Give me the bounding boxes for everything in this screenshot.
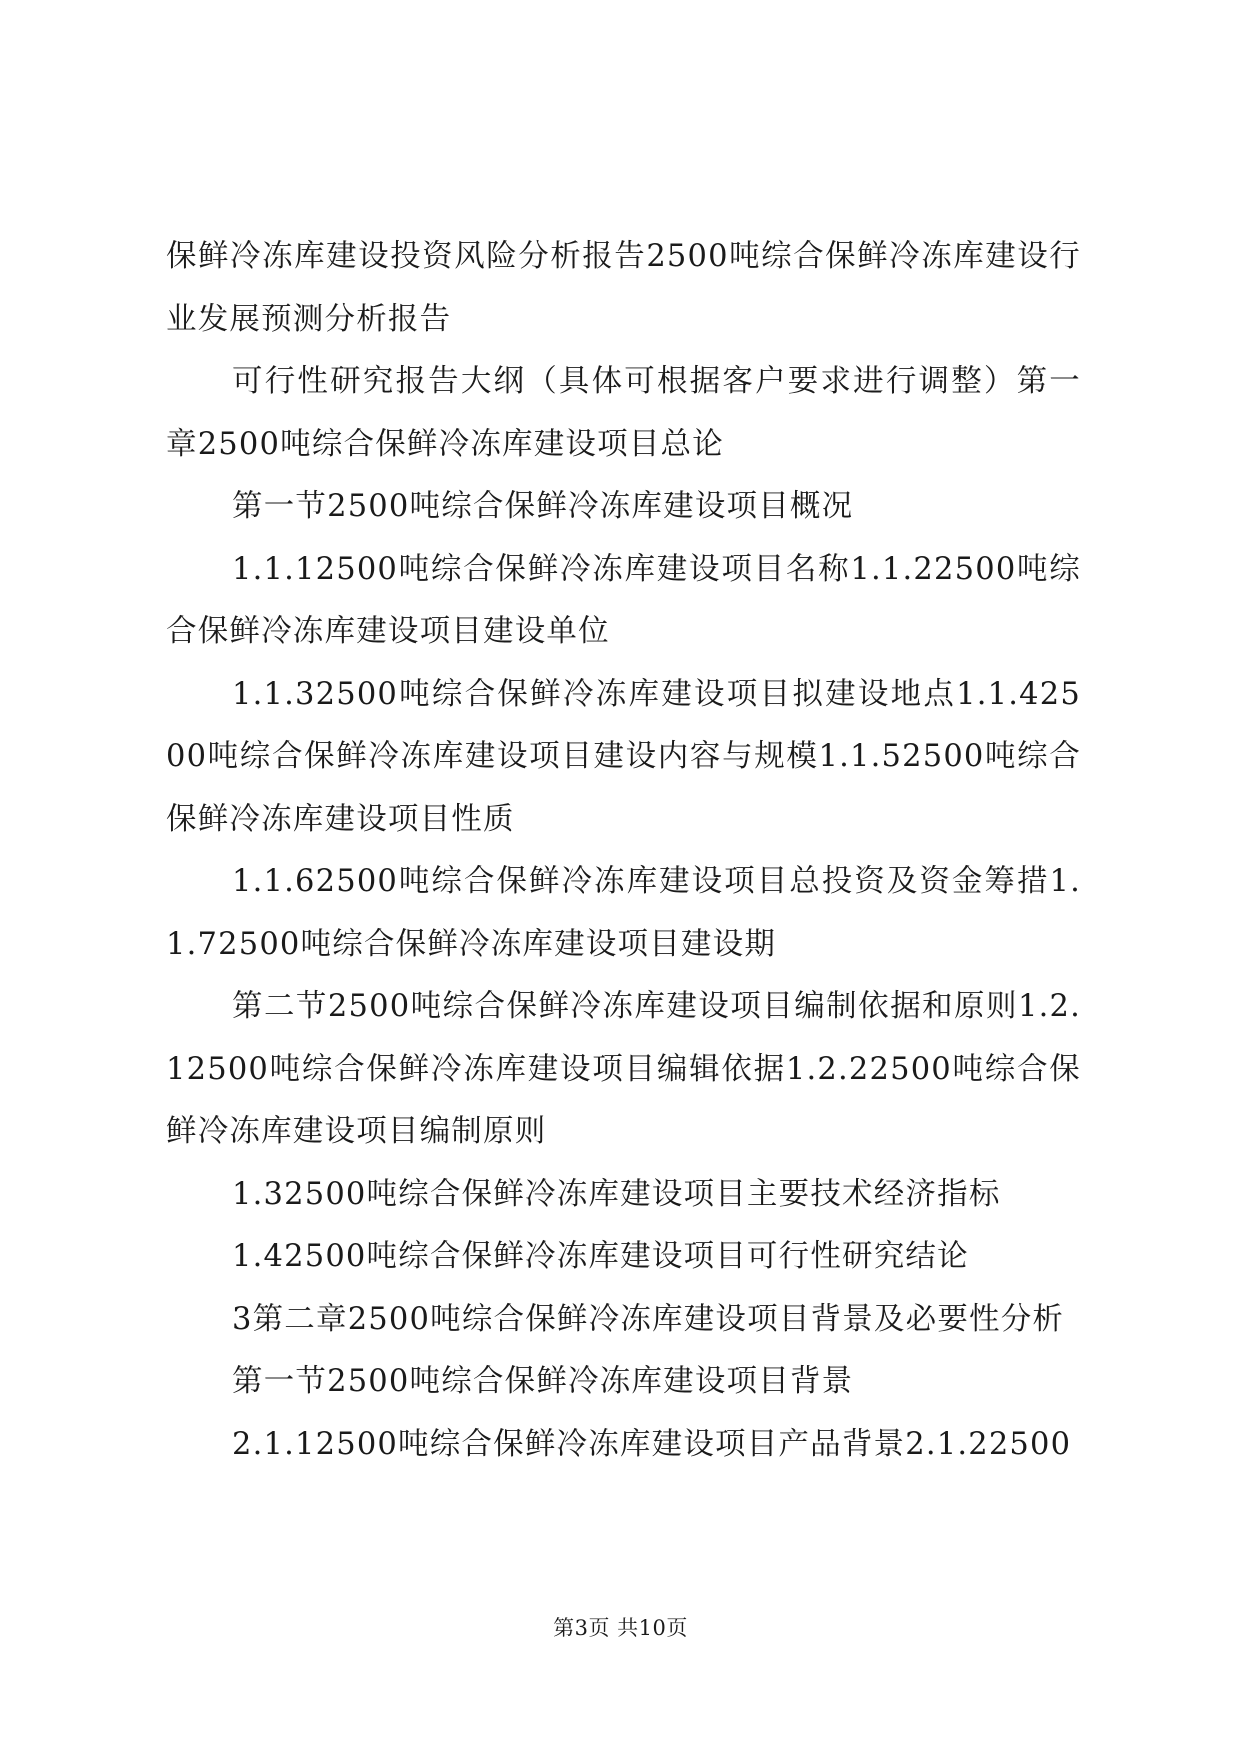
paragraph-2: 可行性研究报告大纲（具体可根据客户要求进行调整）第一章2500吨综合保鲜冷冻库建设项目总论 (166, 364, 1081, 462)
paragraph-11: 第一节2500吨综合保鲜冷冻库建设项目背景 (232, 1364, 854, 1399)
paragraph-8: 1.32500吨综合保鲜冷冻库建设项目主要技术经济指标 (232, 1176, 1001, 1212)
page-number-label: 第3页 共10页 (553, 1616, 688, 1640)
paragraph-6: 1.1.62500吨综合保鲜冷冻库建设项目总投资及资金筹措1.1.72500吨综合保鲜冷冻库建设项目建设期 (166, 864, 1081, 962)
paragraph-9: 1.42500吨综合保鲜冷冻库建设项目可行性研究结论 (232, 1239, 969, 1274)
page-footer (0, 1614, 1241, 1642)
paragraph-5: 1.1.32500吨综合保鲜冷冻库建设项目拟建设地点1.1.42500吨综合保鲜冷冻库建设项目建设内容与规模1.1.52500吨综合保鲜冷冻库建设项目性质 (166, 676, 1081, 837)
paragraph-1: 保鲜冷冻库建设投资风险分析报告2500吨综合保鲜冷冻库建设行业发展预测分析报告 (166, 239, 1081, 337)
paragraph-3: 第一节2500吨综合保鲜冷冻库建设项目概况 (232, 489, 854, 524)
paragraph-12: 2.1.12500吨综合保鲜冷冻库建设项目产品背景2.1.22500 (232, 1426, 1072, 1462)
document-body (166, 226, 1081, 1476)
paragraph-10: 3第二章2500吨综合保鲜冷冻库建设项目背景及必要性分析 (232, 1301, 1065, 1337)
paragraph-7: 第二节2500吨综合保鲜冷冻库建设项目编制依据和原则1.2.12500吨综合保鲜冷冻库建设项目编辑依据1.2.22500吨综合保鲜冷冻库建设项目编制原则 (166, 989, 1081, 1149)
paragraph-4: 1.1.12500吨综合保鲜冷冻库建设项目名称1.1.22500吨综合保鲜冷冻库建设项目建设单位 (166, 551, 1081, 649)
